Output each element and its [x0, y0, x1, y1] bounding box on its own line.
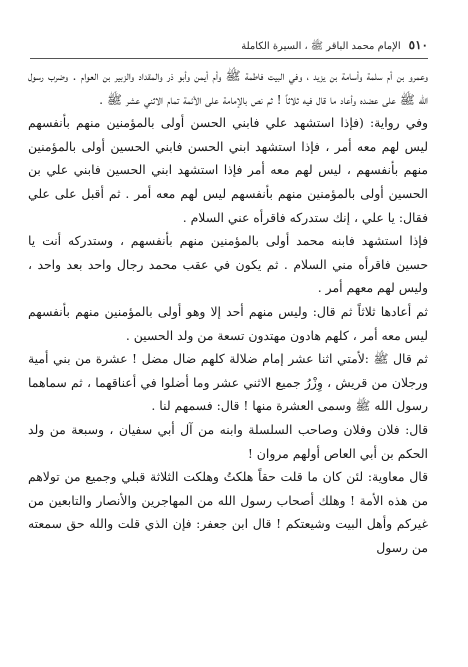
paragraph: وعمرو بن أم سلمة وأسامة بن يزيد ، وفي البيت فاطمة ﷺ وأم أيمن وأبو ذر والمقداد والزبير بن العوام . وضرب رسول الله ﷺ على عضده وأعاد ما قال فيه ثلاثاً ! ثم نص بالإمامة على الأئمة تمام الاثني عشر ﷺ .: [28, 68, 428, 107]
paragraph: قال معاوية: لئن كان ما قلت حقاً هلكتُ وهلكت الثلاثة قبلي وجميع من تولاهم من هذه الأمة ! وهلك أصحاب رسول الله من المهاجرين والأنصار والتابعين من غيركم وأهل البيت وشيعتكم ! قال ابن جعفر: فإن الذي قلت والله حق سمعته من رسول: [28, 469, 428, 555]
paragraph: ثم أعادها ثلاثاً ثم قال: وليس منهم أحد إلا وهو أولى بالمؤمنين منهم بأنفسهم ليس معه أمر ، كلهم هادون مهتدون تسعة من ولد الحسين .: [28, 303, 428, 343]
body-text: [28, 64, 428, 559]
paragraph: فإذا استشهد فابنه محمد أولى بالمؤمنين منهم بأنفسهم ، وستدركه أنت يا حسين فاقرأه مني السلام . ثم يكون في عقب محمد رجال واحد بعد واحد ، وليس لهم معهم أمر .: [28, 233, 428, 296]
running-title: الإمام محمد الباقر ﷺ ، السيرة الكاملة: [241, 41, 401, 52]
paragraph: وفي رواية: (فإذا استشهد علي فابني الحسن أولى بالمؤمنين منهم بأنفسهم ليس لهم معه أمر ، فإذا استشهد ابني الحسن فابني الحسين أولى بالمؤمنين منهم بأنفسهم ، ليس لهم معه أمر فإذا استشهد ابني الحسين فابني علي بن الحسين أولى بالمؤمنين منهم بأنفسهم ليس لهم معه أمر . ثم أقبل على علي فقال: يا علي ، إنك ستدركه فاقرأه عني السلام .: [28, 115, 428, 225]
paragraph: قال: فلان وفلان وصاحب السلسلة وابنه من آل أبي سفيان ، وسبعة من ولد الحكم بن أبي العاص أولهم مروان !: [28, 421, 428, 461]
page-number: ٥١٠: [408, 38, 428, 52]
page-header: [30, 38, 428, 56]
header-divider: [30, 58, 428, 59]
paragraph: ثم قال ﷺ :لأمتي اثنا عشر إمام ضلالة كلهم ضال مضل ! عشرة من بني أمية ورجلان من قريش ، وِزْرُ جميع الاثني عشر وما أضلوا في أعناقهما ، ثم سماهما رسول الله ﷺ وسمى العشرة منها ! قال: فسمهم لنا .: [28, 351, 428, 414]
